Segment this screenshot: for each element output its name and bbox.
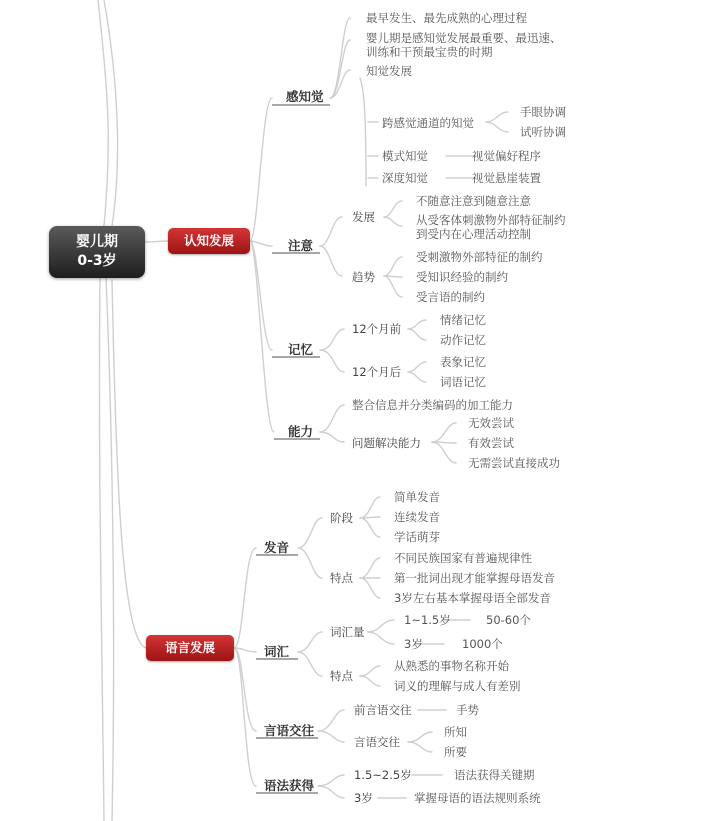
leaf-known: 所知 [444,725,467,739]
leaf-continuous-sounds: 连续发音 [394,510,440,524]
root-title: 婴儿期 [76,234,118,250]
leaf-count-50-60: 50-60个 [486,613,531,627]
leaf-familiar-names: 从熟悉的事物名称开始 [394,659,509,673]
leaf-trend-language: 受言语的制约 [416,290,485,304]
leaf-gesture: 手势 [456,703,479,717]
node-after-12-months[interactable]: 12个月后 [352,365,402,379]
node-linguistic[interactable]: 言语交往 [354,735,400,749]
leaf-age-3: 3岁 [404,637,423,651]
leaf-emotional-memory: 情绪记忆 [440,313,486,327]
node-attention-trend[interactable]: 趋势 [352,270,375,284]
node-pronunciation[interactable]: 发音 [264,540,290,555]
leaf-eye-hand: 手眼协调 [520,105,566,119]
leaf-verbal-memory: 词语记忆 [440,375,486,389]
node-attention-development[interactable]: 发展 [352,210,375,224]
node-vocabulary-amount[interactable]: 词汇量 [330,625,365,639]
node-grammar-age-1.5-2.5[interactable]: 1.5~2.5岁 [354,768,412,782]
leaf-earliest-process: 最早发生、最先成熟的心理过程 [366,11,527,25]
leaf-critical-period-line1: 婴儿期是感知觉发展最重要、最迅速、 [366,31,562,45]
node-vocabulary[interactable]: 词汇 [264,644,290,659]
leaf-count-1000: 1000个 [462,637,503,651]
leaf-visual-cliff: 视觉悬崖装置 [472,171,541,185]
branch-language[interactable]: 语言发展 [146,635,234,661]
leaf-trend-stimulus: 受刺激物外部特征的制约 [416,250,543,264]
leaf-mastery-by-3: 3岁左右基本掌握母语全部发音 [394,591,551,605]
node-problem-solving[interactable]: 问题解决能力 [352,436,421,450]
node-grammar-age-3[interactable]: 3岁 [354,791,373,805]
branch-cognitive[interactable]: 认知发展 [168,228,250,254]
leaf-first-words: 第一批词出现才能掌握母语发音 [394,571,555,585]
node-crossmodal-perception[interactable]: 跨感觉通道的知觉 [382,116,474,130]
node-before-12-months[interactable]: 12个月前 [352,322,402,336]
node-attention[interactable]: 注意 [288,238,314,253]
leaf-meaning-differs: 词义的理解与成人有差别 [394,679,521,693]
leaf-visual-preference: 视觉偏好程序 [472,149,541,163]
node-pronunciation-stage[interactable]: 阶段 [330,511,353,525]
node-prelinguistic[interactable]: 前言语交往 [354,703,412,717]
leaf-effective-attempt: 有效尝试 [468,436,514,450]
leaf-external-control-line1: 从受客体刺激物外部特征制约 [416,213,566,227]
node-vocabulary-features[interactable]: 特点 [330,669,353,683]
node-perception[interactable]: 感知觉 [286,89,324,104]
root-node[interactable] [49,226,145,278]
leaf-speech-emergence: 学话萌芽 [394,530,440,544]
leaf-involuntary-to-voluntary: 不随意注意到随意注意 [416,194,531,208]
node-pronunciation-features[interactable]: 特点 [330,571,353,585]
leaf-age-1-1.5: 1~1.5岁 [404,613,451,627]
leaf-audio-visual: 试听协调 [520,125,566,139]
leaf-ineffective-attempt: 无效尝试 [468,416,514,430]
leaf-trend-knowledge: 受知识经验的制约 [416,270,508,284]
node-perceptual-development[interactable]: 知觉发展 [366,64,412,78]
leaf-external-control-line2: 到受内在心理活动控制 [416,227,531,241]
leaf-critical-period: 语法获得关键期 [454,768,535,782]
node-grammar[interactable]: 语法获得 [264,778,315,793]
leaf-universal-pattern: 不同民族国家有普遍规律性 [394,551,532,565]
leaf-simple-sounds: 简单发音 [394,490,440,504]
leaf-wanted: 所要 [444,745,467,759]
leaf-motor-memory: 动作记忆 [440,333,486,347]
node-depth-perception[interactable]: 深度知觉 [382,171,428,185]
node-pattern-perception[interactable]: 模式知觉 [382,149,428,163]
node-memory[interactable]: 记忆 [288,342,314,357]
node-ability[interactable]: 能力 [288,424,314,439]
node-communication[interactable]: 言语交往 [264,723,315,738]
leaf-direct-success: 无需尝试直接成功 [468,456,560,470]
leaf-critical-period-line2: 训练和干预最宝贵的时期 [366,45,493,59]
leaf-grammar-mastery: 掌握母语的语法规则系统 [414,791,541,805]
root-subtitle: 0-3岁 [77,253,117,269]
leaf-information-integration: 整合信息并分类编码的加工能力 [352,398,513,412]
leaf-image-memory: 表象记忆 [440,355,486,369]
